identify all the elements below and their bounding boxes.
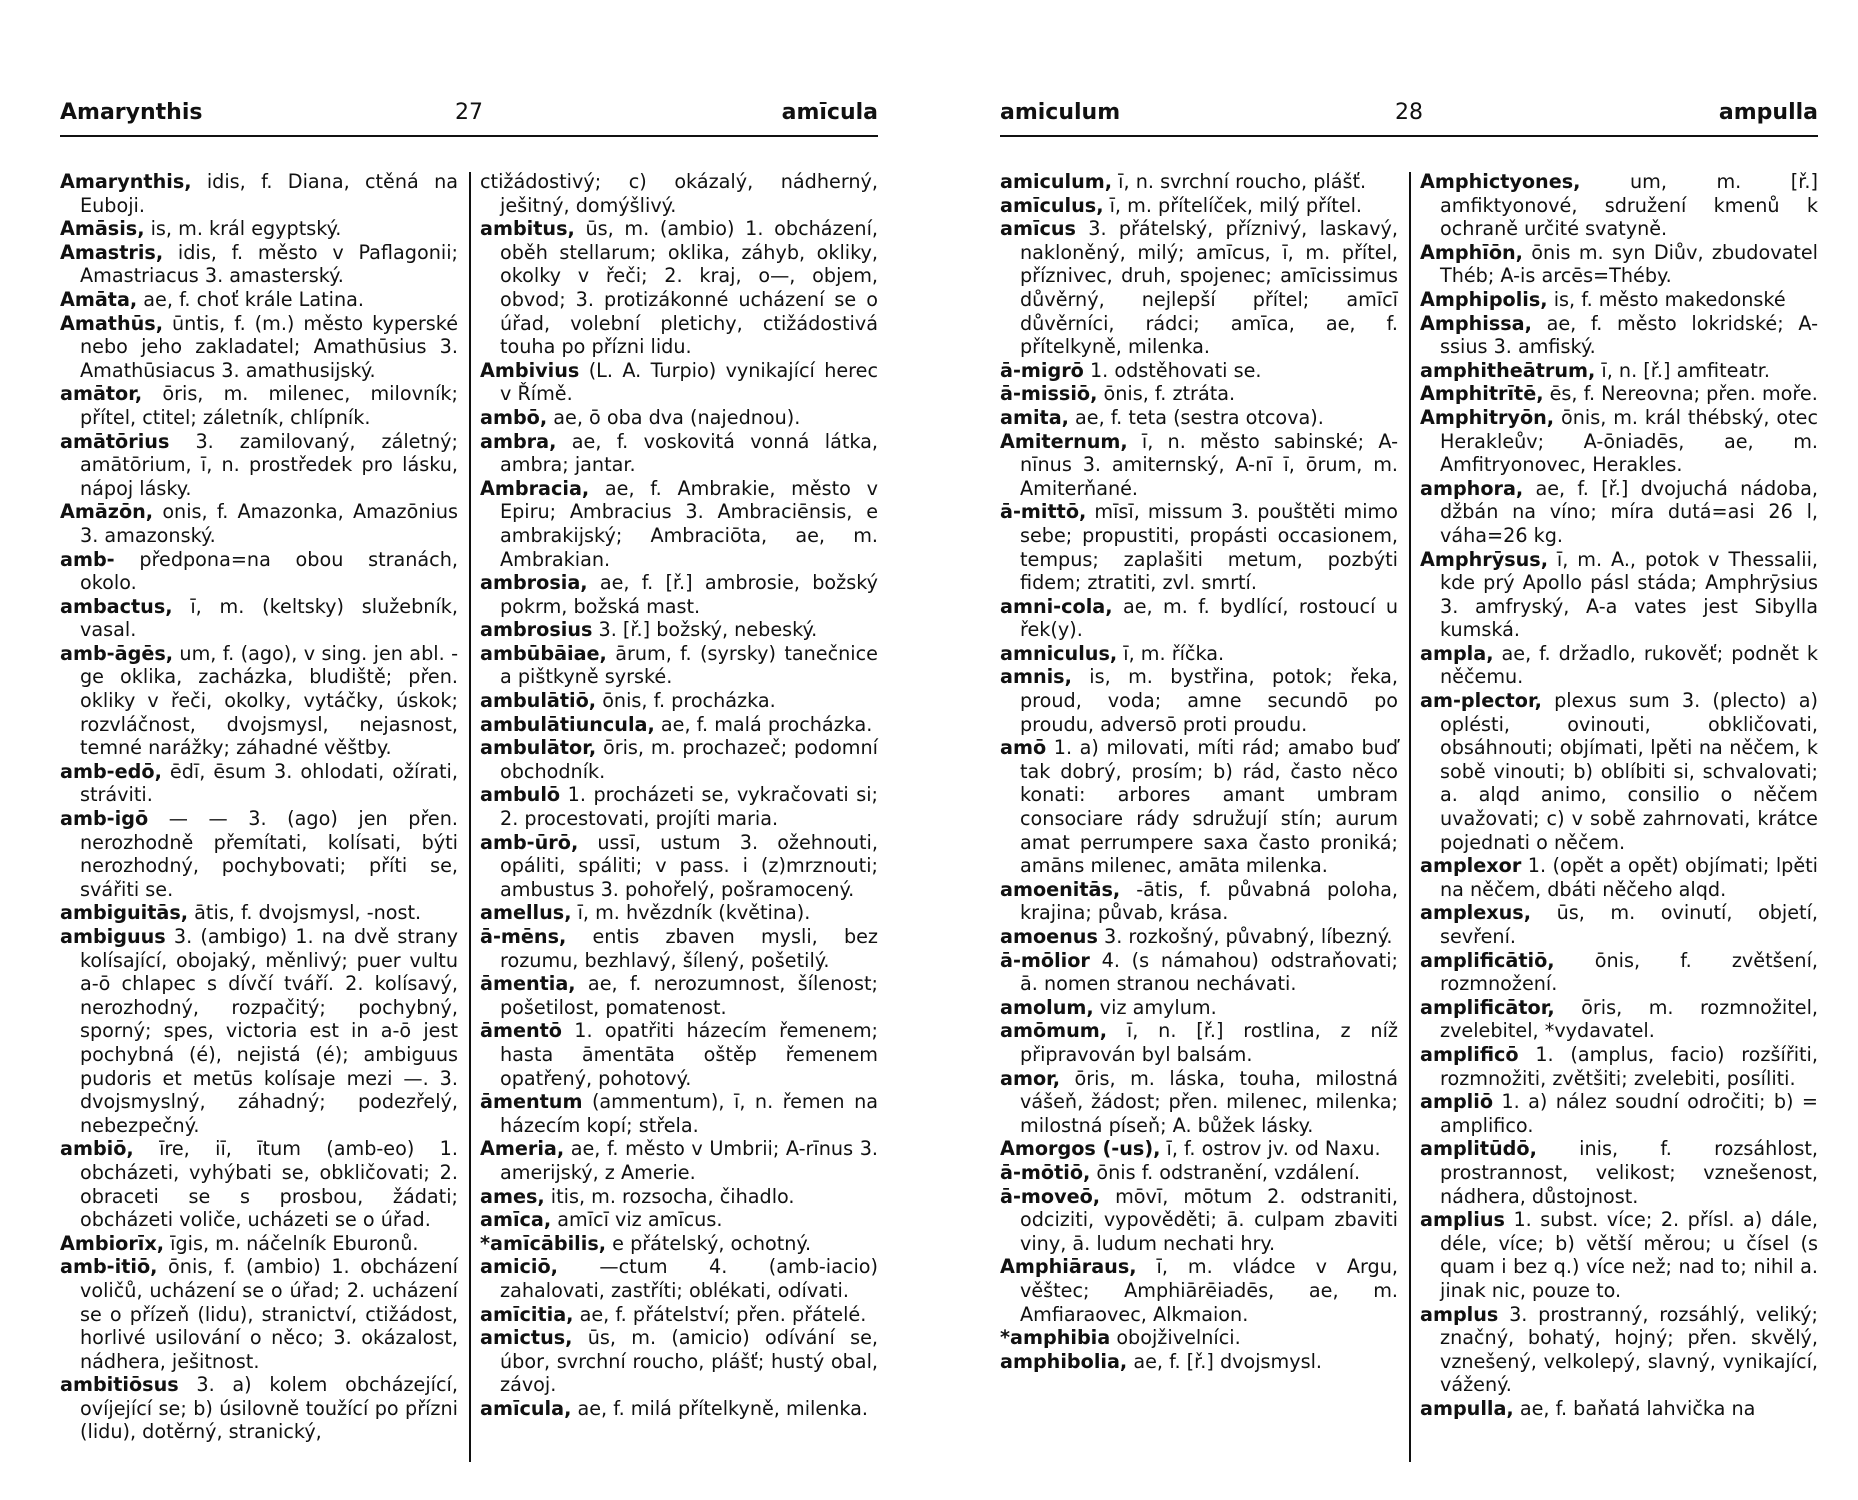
entry-headword: amō xyxy=(1000,736,1047,760)
entry-headword: ambiguus xyxy=(60,925,166,948)
entry-headword: amphibolia, xyxy=(1000,1349,1128,1373)
entry-definition: ae, f. město lokridské; A-ssius 3. amfiský. xyxy=(1440,311,1818,359)
dictionary-entry xyxy=(1000,430,1398,501)
entry-definition: ēs, f. Nereovna; přen. moře. xyxy=(1543,382,1818,406)
entry-headword: Amāsis, xyxy=(60,217,145,241)
entry-definition: 1. (opět a opět) objímati; lpěti na něčem, dbáti něčeho alqd. xyxy=(1440,854,1818,901)
entry-headword: Amastris, xyxy=(60,240,164,264)
entry-definition: ōnis m. syn Diův, zbudovatel Théb; A-is arcēs=Théby. xyxy=(1440,240,1818,288)
entry-definition: onis, f. Amazonka, Amazōnius 3. amazonský. xyxy=(80,500,458,547)
entry-headword: amātor, xyxy=(60,382,143,406)
entry-headword: ā-mittō, xyxy=(1000,500,1087,524)
entry-definition: 3. zamilovaný, záletný; amātōrium, ī, n. prostředek pro lásku, nápoj lásky. xyxy=(80,429,458,500)
header-rule xyxy=(1000,135,1818,137)
entry-headword: ames, xyxy=(480,1184,545,1208)
entry-definition: 3. prostranný, rozsáhlý, veliký; značný, bohatý, hojný; přen. skvělý, vznešený, velkolepý, slavný, vynikající, vážený. xyxy=(1440,1302,1818,1397)
entry-headword: ā-moveō, xyxy=(1000,1184,1101,1208)
dictionary-entry xyxy=(1420,1303,1818,1397)
entry-definition: ī, m. A., potok v Thessalii, kde prý Apollo pásl stáda; Amphrȳsius 3. amfryský, A-a vates jest Sibylla kumská. xyxy=(1440,547,1818,642)
dictionary-entry xyxy=(1420,477,1818,548)
entry-headword: amīcitia, xyxy=(480,1302,574,1326)
dictionary-entry xyxy=(1000,925,1398,949)
entry-definition: inis, f. rozsáhlost, prostrannost, velikost; vznešenost, nádhera, důstojnost. xyxy=(1440,1137,1818,1208)
dictionary-entry xyxy=(480,972,878,1019)
dictionary-entry xyxy=(1000,382,1398,406)
dictionary-entry xyxy=(1000,595,1398,642)
entry-headword: ambrosius xyxy=(480,618,593,642)
dictionary-entry xyxy=(480,1326,878,1397)
entry-headword: Amarynthis, xyxy=(60,170,192,193)
entry-definition: ae, f. [ř.] ambrosie, božský pokrm, božská mast. xyxy=(500,571,878,618)
entry-definition: ūs, m. (ambio) 1. obcházení, oběh stellarum; oklika, záhyb, okliky, okolky v řeči; 2. kraj, o—, objem, obvod; 3. protizákonné ucházení se o úřad, volební pletichy, ctižádostivá touha po přízni lidu. xyxy=(500,217,878,359)
page-number: 28 xyxy=(1395,100,1423,125)
entry-headword: amphora, xyxy=(1420,476,1524,500)
entry-definition: 1. a) nález soudní odročiti; b) = amplifico. xyxy=(1440,1090,1818,1137)
dictionary-entry xyxy=(60,1232,458,1256)
entry-definition: 1. (amplus, facio) rozšířiti, rozmnožiti, zvětšiti; zvelebiti, posíliti. xyxy=(1440,1042,1818,1090)
dictionary-entry xyxy=(1420,1043,1818,1090)
dictionary-entry xyxy=(1420,1137,1818,1208)
entry-definition: is, f. město makedonské xyxy=(1547,287,1786,311)
entry-headword: Amphrȳsus, xyxy=(1420,547,1548,571)
header-rule xyxy=(60,135,878,137)
entry-definition: um, f. (ago), v sing. jen abl. -ge oklika, zacházka, bludiště; přen. okliky v řeči, okolky, vytáčky, úskok; rozvláčnost, dvojsmysl, nejasnost, temné narážky; záhadné věštby. xyxy=(80,641,458,760)
entry-headword: amoenus xyxy=(1000,925,1098,948)
dictionary-entry xyxy=(1000,642,1398,666)
entry-definition: ōris, m. rozmnožitel, zvelebitel, *vydavatel. xyxy=(1440,995,1818,1043)
entry-headword: Amiternum, xyxy=(1000,429,1128,453)
entry-headword: amplificātiō, xyxy=(1420,948,1555,972)
dictionary-entry xyxy=(1000,500,1398,594)
entry-definition: 4. (s námahou) odstraňovati; ā. nomen stranou nechávati. xyxy=(1020,948,1398,996)
dictionary-entry xyxy=(1000,949,1398,996)
entry-headword: amor, xyxy=(1000,1066,1061,1090)
entry-headword: Amphiāraus, xyxy=(1000,1255,1137,1279)
entry-definition: ae, f. přátelství; přen. přátelé. xyxy=(573,1302,867,1326)
dictionary-entry xyxy=(1000,1350,1398,1374)
entry-headword: Amathūs, xyxy=(60,311,163,335)
entry-definition: 1. procházeti se, vykračovati si; 2. procestovati, projíti maria. xyxy=(500,783,878,831)
entry-definition: ae, f. Ambrakie, město v Epiru; Ambracius 3. Ambraciēnsis, e ambrakijský; Ambraciōta, ae, m. Ambrakian. xyxy=(500,476,878,571)
page-number: 27 xyxy=(455,100,483,125)
entry-headword: ambūbāiae, xyxy=(480,641,607,665)
entry-headword: ambiguitās, xyxy=(60,901,189,925)
dictionary-entry xyxy=(60,807,458,901)
dictionary-entry xyxy=(480,1232,878,1256)
dictionary-entry xyxy=(60,642,458,760)
entry-headword: amplexor xyxy=(1420,854,1522,878)
entry-definition: ae, f. baňatá lahvička na xyxy=(1513,1396,1756,1420)
entry-definition: ōris, m. láska, touha, milostná vášeň, žádost; přen. milenec, milenka; milostná píseň; A. bůžek lásky. xyxy=(1020,1066,1398,1137)
entry-definition: ōris, m. prochazeč; podomní obchodník. xyxy=(500,736,878,783)
entry-headword: amoenitās, xyxy=(1000,877,1121,901)
entry-headword: amb-ūrō, xyxy=(480,830,579,854)
entry-definition: um, m. [ř.] amfiktyonové, sdružení kmenů k ochraně určité svatyně. xyxy=(1440,170,1818,241)
right-page xyxy=(1000,100,1818,1480)
entry-definition: mīsī, missum 3. pouštěti mimo sebe; propustiti, propásti occasionem, tempus; zaplašiti metum, pozbýti fidem; ztratiti, zvl. smrtí. xyxy=(1020,500,1398,595)
entry-headword: ambitiōsus xyxy=(60,1373,179,1397)
entry-definition: ae, f. [ř.] dvojsmysl. xyxy=(1127,1349,1323,1373)
entry-headword: amb-āgēs, xyxy=(60,641,174,665)
entry-headword: amniculus, xyxy=(1000,641,1118,665)
entry-definition: ārum, f. (syrsky) tanečnice a pištkyně syrské. xyxy=(500,641,878,689)
dictionary-entry xyxy=(480,689,878,713)
entry-headword: ambactus, xyxy=(60,594,173,618)
entry-headword: ambulātiō, xyxy=(480,689,597,713)
entry-definition: is, m. bystřina, potok; řeka, proud, voda; amne secundō po proudu, adversō proti proudu. xyxy=(1020,665,1398,736)
dictionary-entry xyxy=(1000,1067,1398,1138)
entry-definition: ae, f. voskovitá vonná látka, ambra; jantar. xyxy=(500,429,878,477)
dictionary-entry xyxy=(480,901,878,925)
entry-headword: ambrosia, xyxy=(480,571,588,595)
dictionary-entry xyxy=(480,713,878,737)
entry-definition: ī, n. svrchní roucho, plášť. xyxy=(1112,170,1367,193)
entry-definition: e přátelský, ochotný. xyxy=(606,1231,812,1255)
dictionary-entry xyxy=(1000,1326,1398,1350)
entry-definition: 1. subst. více; 2. přísl. a) dále, déle, více; b) větší měrou; u čísel (s quam i bez q.) více než; nad to; nihil a. jinak nic, pouze to. xyxy=(1440,1208,1818,1302)
dictionary-entry xyxy=(1000,359,1398,383)
entry-definition: ī, m. přítelíček, milý přítel. xyxy=(1103,193,1363,217)
entry-definition: ōnis, m. král thébský, otec Herakleův; A-ōniadēs, ae, m. Amfitryonovec, Herakles. xyxy=(1440,405,1818,477)
entry-definition: ae, f. malá procházka. xyxy=(654,712,873,736)
entry-headword: Amorgos (-us), xyxy=(1000,1137,1161,1161)
entry-definition: ī, f. ostrov jv. od Naxu. xyxy=(1160,1137,1381,1161)
dictionary-entry xyxy=(480,618,878,642)
entry-definition: ōnis, f. ztráta. xyxy=(1097,382,1236,406)
entry-headword: āmentō xyxy=(480,1019,562,1043)
dictionary-entry xyxy=(1420,241,1818,288)
entry-headword: amplus xyxy=(1420,1302,1499,1326)
entry-headword: amphitheātrum, xyxy=(1420,358,1596,382)
dictionary-entry xyxy=(480,406,878,430)
dictionary-entry xyxy=(480,359,878,406)
entry-headword: amellus, xyxy=(480,901,572,925)
entry-headword: amātōrius xyxy=(60,429,170,453)
entry-headword: amplexus, xyxy=(1420,901,1532,925)
dictionary-entry xyxy=(1420,406,1818,477)
dictionary-entry xyxy=(480,1255,878,1302)
entry-definition: 1. odstěhovati se. xyxy=(1083,358,1262,382)
entry-headword: ā-missiō, xyxy=(1000,382,1098,406)
entry-definition: ōnis, f. zvětšení, rozmnožení. xyxy=(1440,948,1818,996)
guide-word-first: amiculum xyxy=(1000,100,1121,125)
dictionary-entry xyxy=(1000,1137,1398,1161)
entry-definition: předpona=na obou stranách, okolo. xyxy=(80,547,458,595)
dictionary-entry xyxy=(1420,170,1818,241)
entry-definition: ōnis f. odstranění, vzdálení. xyxy=(1090,1160,1361,1184)
entry-headword: Ambivius xyxy=(480,358,580,382)
dictionary-entry xyxy=(60,241,458,288)
entry-headword: *amīcābilis, xyxy=(480,1231,607,1255)
entry-headword: amolum, xyxy=(1000,995,1094,1019)
entry-headword: amb-edō, xyxy=(60,759,162,783)
entry-headword: ā-mōlior xyxy=(1000,948,1090,972)
entry-definition: ī, m. říčka. xyxy=(1117,641,1225,665)
column-divider xyxy=(469,172,471,1462)
entry-headword: āmentia, xyxy=(480,972,576,996)
entry-definition: īre, iī, ītum (amb-eo) 1. obcházeti, vyhýbati se, obkličovati; 2. obraceti se s prosbou, žádati; obcházeti voliče, ucházeti se o úřad. xyxy=(80,1137,458,1232)
entry-headword: amplius xyxy=(1420,1208,1505,1232)
entry-definition: itis, m. rozsocha, čihadlo. xyxy=(544,1184,795,1208)
dictionary-entry xyxy=(60,1255,458,1373)
entry-headword: amita, xyxy=(1000,405,1069,429)
dictionary-entry xyxy=(60,901,458,925)
entry-headword: amīca, xyxy=(480,1208,552,1232)
entry-definition: mōvī, mōtum 2. odstraniti, odciziti, vypověděti; ā. culpam zbaviti viny, ā. ludum nechati hry. xyxy=(1020,1184,1398,1255)
entry-headword: Amphictyones, xyxy=(1420,170,1581,193)
dictionary-entry xyxy=(480,1208,878,1232)
dictionary-entry xyxy=(60,312,458,383)
dictionary-column xyxy=(1000,170,1398,1373)
entry-headword: Ameria, xyxy=(480,1137,565,1161)
dictionary-entry xyxy=(60,548,458,595)
entry-definition: ōris, m. milenec, milovník; přítel, ctitel; záletník, chlípník. xyxy=(80,382,458,429)
entry-headword: ambiō, xyxy=(60,1137,134,1161)
dictionary-entry xyxy=(480,1019,878,1090)
dictionary-entry xyxy=(1420,312,1818,359)
dictionary-column xyxy=(1420,170,1818,1420)
entry-definition: ūs, m. (amicio) odívání se, úbor, svrchní roucho, plášť; hustý obal, závoj. xyxy=(500,1326,878,1397)
entry-definition: (L. A. Turpio) vynikající herec v Římě. xyxy=(500,358,878,406)
dictionary-entry xyxy=(480,642,878,689)
entry-definition: ēdī, ēsum 3. ohlodati, ožírati, stráviti. xyxy=(80,759,458,807)
dictionary-entry xyxy=(480,217,878,359)
dictionary-entry xyxy=(1420,1208,1818,1302)
dictionary-entry xyxy=(1420,689,1818,854)
entry-headword: ambra, xyxy=(480,429,557,453)
guide-word-last: amīcula xyxy=(781,100,878,125)
entry-definition: ae, f. nerozumnost, šílenost; pošetilost, pomatenost. xyxy=(500,972,878,1019)
entry-headword: amplificātor, xyxy=(1420,995,1555,1019)
entry-definition: ī, n. město sabinské; A-nīnus 3. amiternský, A-nī ī, ōrum, m. Amiterňané. xyxy=(1020,429,1398,500)
dictionary-entry xyxy=(60,1137,458,1231)
dictionary-entry xyxy=(60,288,458,312)
entry-definition: ī, n. [ř.] amfiteatr. xyxy=(1595,358,1770,382)
entry-headword: Amāta, xyxy=(60,287,138,311)
dictionary-entry xyxy=(480,1303,878,1327)
dictionary-entry xyxy=(480,1090,878,1137)
entry-headword: Ambracia, xyxy=(480,476,590,500)
entry-headword: amīculus, xyxy=(1000,193,1104,217)
entry-definition: ae, f. [ř.] dvojuchá nádoba, džbán na víno; míra dutá=asi 26 l, váha=26 kg. xyxy=(1440,476,1818,547)
entry-definition: 3. přátelský, příznivý, laskavý, nakloněný, milý; amīcus, ī, m. přítel, příznivec, druh, spojenec; amīcissimus důvěrný, nejlepší přítel; amīcī důvěrníci, rádci; amīca, ae, f. přítelkyně, milenka. xyxy=(1020,217,1398,359)
dictionary-entry xyxy=(1420,1090,1818,1137)
guide-word-first: Amarynthis xyxy=(60,100,203,125)
dictionary-entry xyxy=(480,1185,878,1209)
entry-definition: obojživelníci. xyxy=(1110,1326,1241,1350)
entry-definition: īgis, m. náčelník Eburonů. xyxy=(164,1231,419,1255)
entry-headword: ambitus, xyxy=(480,217,575,241)
entry-headword: amictus, xyxy=(480,1326,573,1350)
entry-headword: amb-itiō, xyxy=(60,1255,158,1279)
entry-definition: 3. [ř.] božský, nebeský. xyxy=(592,618,818,642)
dictionary-entry xyxy=(1000,878,1398,925)
entry-headword: Amāzōn, xyxy=(60,500,154,524)
dictionary-entry xyxy=(60,430,458,501)
entry-definition: ōnis, f. procházka. xyxy=(596,689,776,713)
left-page xyxy=(60,100,878,1480)
entry-headword: ampulla, xyxy=(1420,1396,1514,1420)
entry-headword: amīcula, xyxy=(480,1396,572,1420)
entry-definition: ī, m. vládce v Argu, věštec; Amphiārēiadēs, ae, m. Amfiaraovec, Alkmaion. xyxy=(1020,1255,1398,1326)
entry-headword: ampliō xyxy=(1420,1090,1494,1114)
entry-definition: ūs, m. ovinutí, objetí, sevření. xyxy=(1440,901,1818,948)
entry-headword: amīcus xyxy=(1000,217,1076,241)
entry-definition: viz amylum. xyxy=(1093,995,1217,1019)
dictionary-entry xyxy=(1420,382,1818,406)
entry-definition: — — 3. (ago) jen přen. nerozhodně přemítati, kolísati, býti nerozhodný, pochybovati; příti se, svářiti se. xyxy=(80,807,458,901)
entry-definition: ae, f. choť krále Latina. xyxy=(137,287,365,311)
entry-definition: ī, m. (keltsky) služebník, vasal. xyxy=(80,594,458,642)
entry-headword: ā-mōtiō, xyxy=(1000,1160,1091,1184)
entry-definition: plexus sum 3. (plecto) a) oplésti, ovinouti, obkličovati, obsáhnouti; objímati, lpěti na něčem, k sobě vinouti; b) oblíbiti si, schvalovati; a. alqd animo, consilio o něčem uvažovati; c) v sobě zahrnovati, krátce pojednati o něčem. xyxy=(1440,689,1818,854)
dictionary-entry xyxy=(480,925,878,972)
entry-definition: 1. a) milovati, míti rád; amabo buď tak dobrý, prosím; b) rád, často něco konati: arbores amant umbram consociare rády sdružují stín; aurum amat perrumpere saxa často proniká; amāns milenec, amāta milenka. xyxy=(1020,736,1398,878)
entry-headword: Amphitryōn, xyxy=(1420,405,1555,429)
entry-definition: ae, f. teta (sestra otcova). xyxy=(1068,405,1324,429)
dictionary-entry xyxy=(1000,996,1398,1020)
dictionary-entry xyxy=(480,170,878,217)
entry-definition: 1. opatřiti házecím řemenem; hasta āmentāta oštěp řemenem opatřený, pohotový. xyxy=(500,1019,878,1090)
entry-headword: Amphissa, xyxy=(1420,311,1532,335)
entry-headword: amb- xyxy=(60,547,115,571)
dictionary-entry xyxy=(1420,949,1818,996)
dictionary-entry xyxy=(1000,1019,1398,1066)
guide-word-last: ampulla xyxy=(1718,100,1818,125)
entry-headword: Ambiorīx, xyxy=(60,1231,165,1255)
dictionary-entry xyxy=(1000,1185,1398,1256)
entry-definition: 3. (ambigo) 1. na dvě strany kolísající, obojaký, měnlivý; puer vultu a-ō chlapec s dívčí tváří. 2. kolísavý, nerozhodný, rozpačitý; pochybný, sporný; spes, victoria est in a-ō jest pochybná (é), nejistá (é); ambiguus pudoris et metūs kolísaje mezi —. 3. dvojsmyslný, záhadný; podezřelý, nebezpečný. xyxy=(80,925,458,1137)
entry-definition: ctižádostivý; c) okázalý, nádherný, ješitný, domýšlivý. xyxy=(480,170,878,217)
dictionary-entry xyxy=(1000,1161,1398,1185)
dictionary-entry xyxy=(1420,359,1818,383)
entry-headword: āmentum xyxy=(480,1090,583,1114)
dictionary-entry xyxy=(1000,217,1398,359)
dictionary-entry xyxy=(480,831,878,902)
dictionary-entry xyxy=(480,430,878,477)
dictionary-entry xyxy=(1000,170,1398,194)
entry-headword: ā-migrō xyxy=(1000,358,1084,382)
dictionary-entry xyxy=(480,571,878,618)
dictionary-entry xyxy=(60,925,458,1137)
entry-headword: ambulātor, xyxy=(480,736,597,760)
entry-definition: ae, f. milá přítelkyně, milenka. xyxy=(571,1396,868,1420)
dictionary-entry xyxy=(60,1373,458,1444)
entry-definition: ae, ō oba dva (najednou). xyxy=(547,405,801,429)
dictionary-entry xyxy=(480,1137,878,1184)
entry-definition: ae, f. město v Umbrii; A-rīnus 3. amerijský, z Amerie. xyxy=(500,1137,878,1184)
entry-definition: ī, m. hvězdník (květina). xyxy=(571,901,811,925)
entry-headword: *amphibia xyxy=(1000,1326,1111,1350)
entry-headword: ambō, xyxy=(480,405,548,429)
entry-definition: idis, f. město v Paflagonii; Amastriacus 3. amasterský. xyxy=(80,240,458,288)
entry-definition: 3. a) kolem obcházející, ovíjející se; b) úsilovně toužící po přízni (lidu), dotěrný, stranický, xyxy=(80,1373,458,1444)
entry-definition: ae, f. držadlo, rukověť; podnět k něčemu. xyxy=(1440,641,1818,689)
dictionary-entry xyxy=(480,477,878,571)
entry-headword: amnis, xyxy=(1000,665,1072,689)
entry-headword: amplitūdō, xyxy=(1420,1137,1537,1161)
entry-headword: ambulō xyxy=(480,783,561,807)
entry-headword: amōmum, xyxy=(1000,1019,1108,1043)
entry-headword: Amphipolis, xyxy=(1420,287,1548,311)
dictionary-entry xyxy=(1420,548,1818,642)
entry-definition: is, m. král egyptský. xyxy=(144,217,342,241)
dictionary-entry xyxy=(1000,736,1398,878)
entry-headword: Amphīōn, xyxy=(1420,240,1523,264)
entry-definition: —ctum 4. (amb-iacio) zahalovati, zastříti; oblékati, odívati. xyxy=(500,1255,878,1302)
entry-headword: amiciō, xyxy=(480,1255,558,1279)
entry-headword: ampla, xyxy=(1420,641,1494,665)
entry-definition: (ammentum), ī, n. řemen na házecím kopí; střela. xyxy=(500,1090,878,1137)
entry-definition: -ātis, f. půvabná poloha, krajina; půvab, krása. xyxy=(1020,877,1398,925)
dictionary-column xyxy=(480,170,878,1420)
entry-definition: ōnis, f. (ambio) 1. obcházení voličů, ucházení se o úřad; 2. ucházení se o přízeň (lidu), stranictví, ctižádost, horlivé usilování o něco; 3. okázalost, nádhera, ješitnost. xyxy=(80,1255,458,1373)
page-header xyxy=(1000,100,1818,134)
dictionary-entry xyxy=(480,783,878,830)
dictionary-entry xyxy=(1420,642,1818,689)
dictionary-column xyxy=(60,170,458,1444)
dictionary-entry xyxy=(1000,1255,1398,1326)
entry-definition: 3. rozkošný, půvabný, líbezný. xyxy=(1097,925,1393,948)
dictionary-entry xyxy=(1000,406,1398,430)
entry-definition: ūntis, f. (m.) město kyperské nebo jeho zakladatel; Amathūsius 3. Amathūsiacus 3. amathusijský. xyxy=(80,311,458,382)
dictionary-entry xyxy=(1000,194,1398,218)
entry-headword: amb-igō xyxy=(60,807,149,831)
entry-headword: am-plector, xyxy=(1420,689,1542,713)
page-header xyxy=(60,100,878,134)
dictionary-entry xyxy=(1000,665,1398,736)
entry-definition: amīcī viz amīcus. xyxy=(551,1208,723,1232)
dictionary-entry xyxy=(480,1397,878,1421)
dictionary-entry xyxy=(60,170,458,217)
entry-headword: amni-cola, xyxy=(1000,594,1113,618)
dictionary-entry xyxy=(60,500,458,547)
entry-definition: ātis, f. dvojsmysl, -nost. xyxy=(188,901,422,925)
dictionary-entry xyxy=(60,595,458,642)
dictionary-entry xyxy=(60,760,458,807)
dictionary-entry xyxy=(1420,288,1818,312)
column-divider xyxy=(1409,172,1411,1462)
entry-headword: Amphitrītē, xyxy=(1420,382,1544,406)
dictionary-entry xyxy=(1420,901,1818,948)
entry-headword: ambulātiuncula, xyxy=(480,712,655,736)
entry-definition: ussī, ustum 3. ožehnouti, opáliti, spáliti; v pass. i (z)mrznouti; ambustus 3. pohořelý, pošramocený. xyxy=(500,830,878,901)
entry-headword: amplificō xyxy=(1420,1042,1519,1066)
entry-definition: ae, m. f. bydlící, rostoucí u řek(y). xyxy=(1020,594,1398,642)
entry-definition: ī, n. [ř.] rostlina, z níž připravován byl balsám. xyxy=(1020,1019,1398,1066)
dictionary-entry xyxy=(480,736,878,783)
dictionary-entry xyxy=(60,382,458,429)
entry-definition: idis, f. Diana, ctěná na Euboji. xyxy=(80,170,458,217)
entry-headword: ā-mēns, xyxy=(480,925,567,948)
dictionary-entry xyxy=(1420,1397,1818,1421)
dictionary-entry xyxy=(60,217,458,241)
dictionary-entry xyxy=(1420,854,1818,901)
entry-definition: entis zbaven mysli, bez rozumu, bezhlavý, šílený, pošetilý. xyxy=(500,925,878,972)
entry-headword: amiculum, xyxy=(1000,170,1113,193)
dictionary-entry xyxy=(1420,996,1818,1043)
